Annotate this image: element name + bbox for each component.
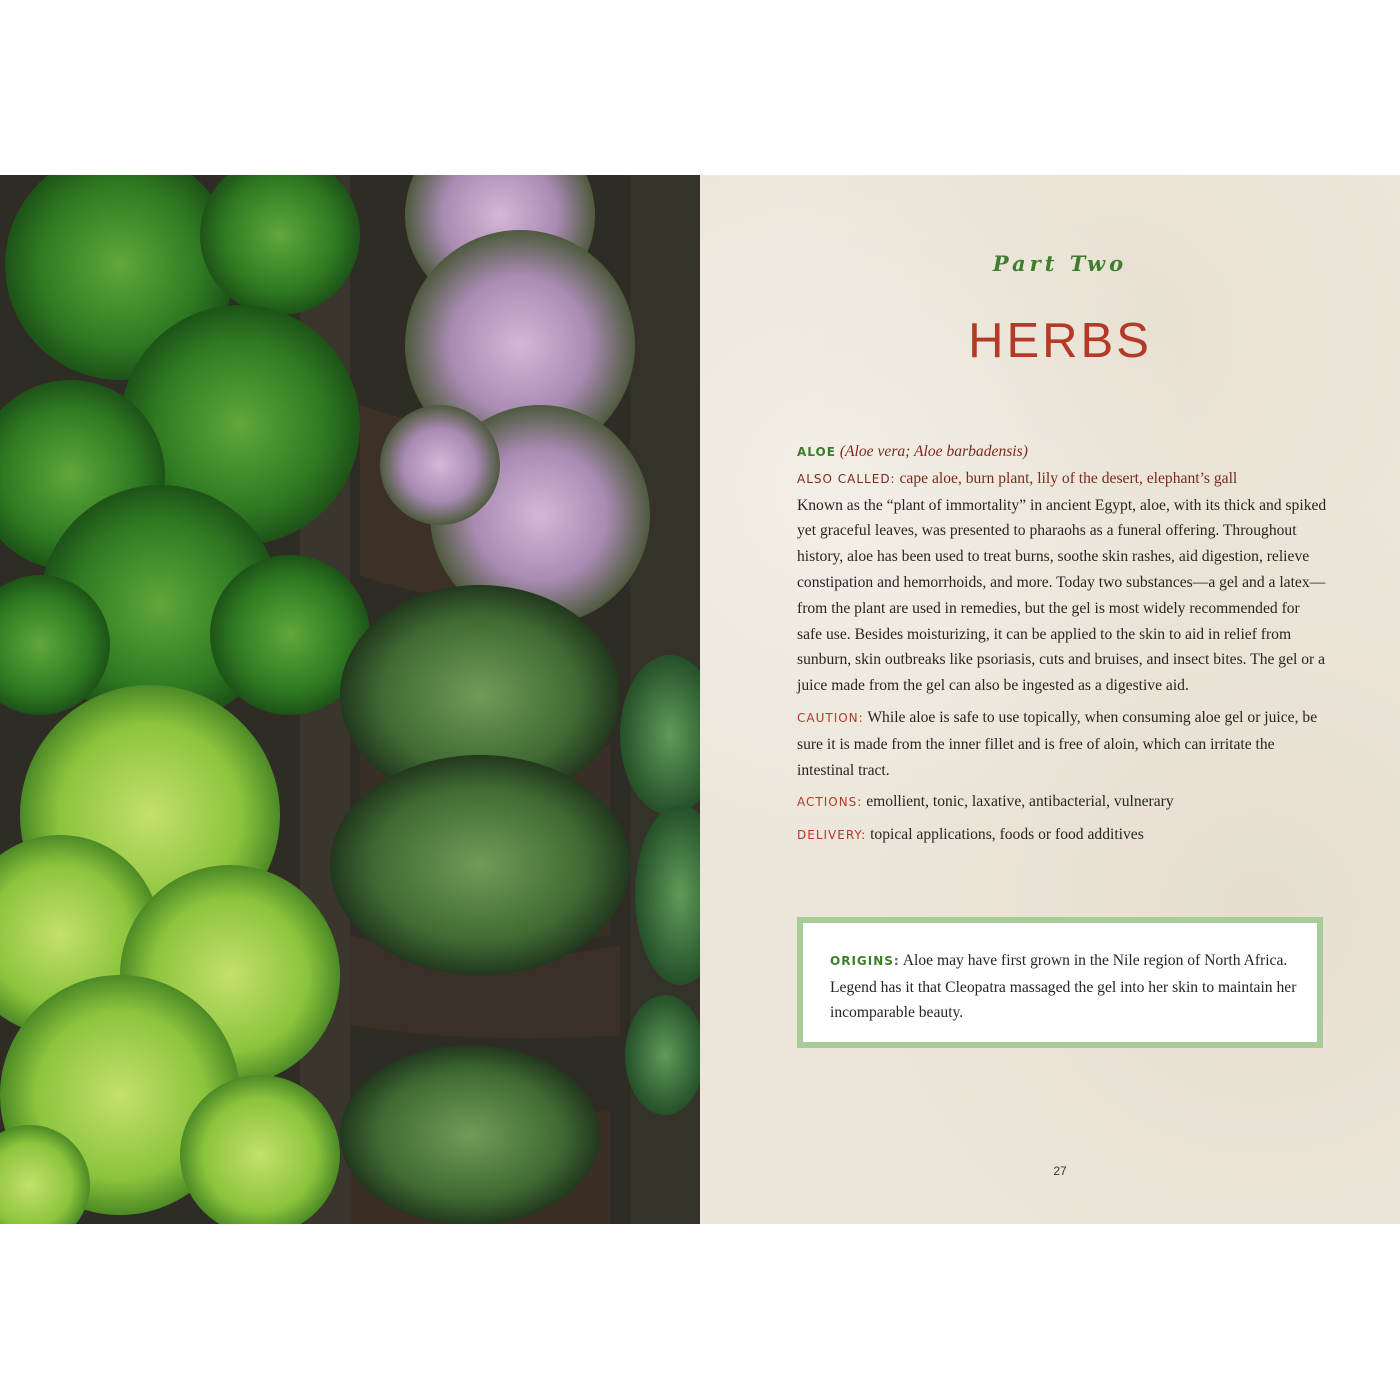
herb-heading xyxy=(797,439,1327,466)
caution-text: While aloe is safe to use topically, when consuming aloe gel or juice, be sure it is made from the inner fillet and is free of aloin, which can irritate the intestinal tract. xyxy=(797,708,1318,779)
herb-description: Known as the “plant of immortality” in ancient Egypt, aloe, with its thick and spiked yet graceful leaves, was presented to pharaohs as a funeral offering. Throughout history, aloe has been used to treat burns, soothe skin rashes, aid digestion, relieve constipation and hemorrhoids, and more. Today two substances—a gel and a latex—from the plant are used in remedies, but the gel is most widely recommended for safe use. Besides moisturizing, it can be applied to the skin to aid in relief from sunburn, skin outbreaks like psoriasis, cuts and bruises, and insect bites. The gel or a juice made from the gel can also be ingested as a digestive aid. xyxy=(797,496,1327,695)
actions-paragraph xyxy=(797,789,1327,816)
part-label: Part Two xyxy=(992,251,1128,276)
also-called-line xyxy=(797,466,1327,493)
delivery-text: topical applications, foods or food additives xyxy=(870,826,1144,844)
text-page xyxy=(700,175,1400,1224)
herb-entry xyxy=(797,439,1327,855)
scientific-name: (Aloe vera; Aloe barbadensis) xyxy=(839,443,1028,460)
delivery-label: DELIVERY: xyxy=(797,828,867,843)
actions-label: ACTIONS: xyxy=(797,795,863,810)
book-spread xyxy=(0,175,1400,1224)
also-called-text: cape aloe, burn plant, lily of the desert, elephant’s gall xyxy=(899,469,1238,487)
caution-paragraph xyxy=(797,705,1327,783)
origins-text: Aloe may have first grown in the Nile region of North Africa. Legend has it that Cleopatra massaged the gel into her skin to maintain her incomparable beauty. xyxy=(830,952,1297,1021)
herb-garden-photo xyxy=(0,175,700,1224)
herb-name: ALOE xyxy=(797,445,836,459)
actions-text: emollient, tonic, laxative, antibacterial, vulnerary xyxy=(866,793,1174,811)
origins-text-block xyxy=(830,948,1300,1026)
chapter-title: HERBS xyxy=(968,314,1152,368)
vertical-herb-garden-photo-icon xyxy=(0,175,700,1224)
also-called-label: ALSO CALLED: xyxy=(797,471,896,486)
caution-label: CAUTION: xyxy=(797,710,864,725)
page-number: 27 xyxy=(1053,1164,1067,1178)
origins-sidebar-box xyxy=(797,917,1323,1048)
origins-label: ORIGINS: xyxy=(830,954,900,968)
delivery-paragraph xyxy=(797,822,1327,849)
